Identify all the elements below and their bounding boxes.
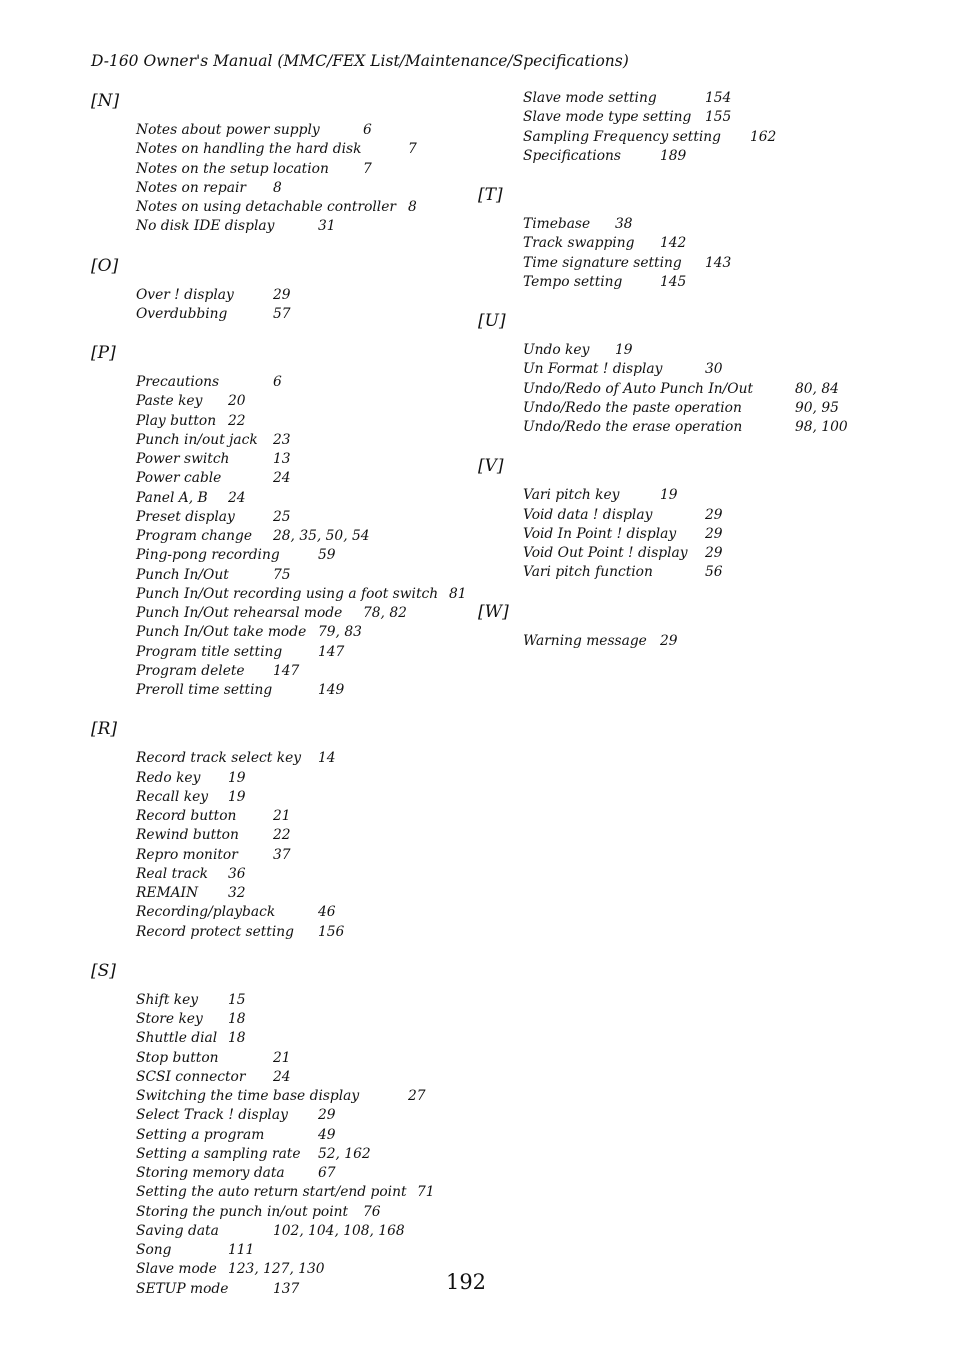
index-entry	[523, 254, 898, 273]
index-page-ref: 21	[273, 808, 291, 824]
index-page-ref: 145	[660, 273, 687, 290]
index-entry	[136, 1222, 491, 1241]
index-term: Slave mode	[136, 1261, 217, 1278]
index-term: Shift key	[136, 991, 199, 1008]
index-page-ref: 80, 84	[795, 380, 839, 397]
index-term: REMAIN	[136, 885, 199, 901]
index-page-ref: 15	[228, 991, 246, 1008]
index-page-ref: 32	[228, 885, 246, 901]
index-page-ref: 29	[705, 545, 723, 561]
index-term: Program delete	[136, 662, 245, 679]
index-term: Panel A, B	[136, 489, 208, 506]
index-term: Time signature setting	[523, 254, 682, 271]
index-term: Song	[136, 1242, 172, 1258]
index-page-ref: 98, 100	[795, 419, 848, 435]
index-page-ref: 38	[615, 216, 633, 232]
index-page-ref: 76	[363, 1203, 381, 1220]
section-letter: [T]	[478, 185, 503, 205]
index-page-ref: 24	[228, 489, 246, 506]
index-term: Void data ! display	[523, 506, 653, 523]
index-page-ref: 162	[750, 128, 777, 145]
index-entry-list	[91, 373, 491, 700]
index-entry	[136, 121, 491, 140]
index-entry	[136, 566, 491, 585]
index-term: Notes about power supply	[136, 122, 320, 138]
index-term: Record track select key	[136, 750, 302, 767]
index-page-ref: 156	[318, 923, 345, 940]
index-section	[91, 718, 491, 942]
index-page-ref: 14	[318, 750, 336, 767]
index-term: SCSI connector	[136, 1068, 246, 1085]
index-page-ref: 79, 83	[318, 624, 362, 641]
index-entry	[136, 846, 491, 865]
index-entry	[136, 1010, 491, 1029]
index-term: Setting a sampling rate	[136, 1145, 301, 1162]
index-entry-list	[91, 286, 491, 325]
index-entry	[136, 179, 491, 198]
section-letter: [N]	[91, 91, 120, 111]
index-entry	[136, 140, 491, 159]
index-page-ref: 6	[273, 374, 282, 390]
page-number: 192	[445, 1270, 487, 1294]
index-entry	[523, 632, 898, 651]
index-term: Real track	[136, 865, 209, 882]
index-entry	[136, 826, 491, 845]
index-page-ref: 20	[228, 393, 246, 410]
index-entry	[523, 215, 898, 234]
index-term: Specifications	[523, 147, 621, 164]
index-entry	[523, 399, 898, 418]
index-entry	[136, 991, 491, 1010]
index-term: Power cable	[136, 470, 222, 487]
index-term: Storing the punch in/out point	[136, 1203, 349, 1220]
index-term: Preset display	[136, 508, 235, 525]
index-term: Undo/Redo the erase operation	[523, 419, 743, 435]
index-page-ref: 6	[363, 122, 372, 138]
index-term: Tempo setting	[523, 273, 623, 290]
index-page-ref: 52, 162	[318, 1145, 371, 1162]
index-entry-list	[478, 341, 898, 437]
index-entry-list	[478, 215, 898, 292]
index-page-ref: 142	[660, 235, 687, 252]
index-term: Repro monitor	[136, 846, 238, 863]
index-term: Recording/playback	[136, 904, 276, 921]
index-entry-list	[91, 121, 491, 237]
index-term: Warning message	[523, 632, 647, 649]
index-term: Switching the time base display	[136, 1088, 360, 1104]
index-section	[478, 89, 898, 166]
index-entry	[136, 662, 491, 681]
index-entry	[136, 1241, 491, 1260]
index-term: Slave mode type setting	[523, 109, 692, 126]
index-entry	[136, 623, 491, 642]
index-term: Saving data	[136, 1222, 219, 1239]
index-term: Punch In/Out take mode	[136, 624, 307, 641]
index-page-ref: 30	[705, 361, 723, 378]
index-term: Un Format ! display	[523, 361, 663, 378]
index-term: Precautions	[136, 374, 220, 390]
section-letter: [W]	[478, 601, 509, 622]
index-term: Recall key	[136, 788, 209, 805]
index-page-ref: 29	[660, 632, 678, 649]
index-page-ref: 7	[408, 141, 417, 158]
index-entry	[523, 360, 898, 379]
index-page-ref: 37	[273, 846, 291, 863]
index-entry	[136, 1087, 491, 1106]
index-page-ref: 23	[273, 431, 291, 448]
index-term: Punch in/out jack	[136, 431, 258, 448]
index-term: Rewind button	[136, 827, 239, 844]
index-entry	[136, 305, 491, 324]
index-page-ref: 29	[705, 525, 723, 542]
index-page-ref: 189	[660, 147, 687, 164]
index-entry-list	[478, 89, 898, 166]
index-entry	[136, 903, 491, 922]
index-entry	[136, 1029, 491, 1048]
index-entry-list	[478, 486, 898, 582]
index-page-ref: 19	[228, 769, 246, 786]
index-page-ref: 78, 82	[363, 605, 407, 621]
index-section	[478, 310, 898, 437]
index-page-ref: 27	[408, 1088, 426, 1104]
index-page-ref: 22	[228, 412, 246, 429]
index-term: Notes on repair	[136, 179, 246, 196]
index-entry-list	[91, 749, 491, 942]
index-page-ref: 147	[318, 643, 345, 660]
index-entry	[136, 1164, 491, 1183]
index-page-ref: 24	[273, 1068, 291, 1085]
index-term: Store key	[136, 1011, 203, 1027]
index-page-ref: 18	[228, 1011, 246, 1027]
index-term: Play button	[136, 412, 217, 429]
index-page-ref: 57	[273, 305, 291, 322]
index-entry	[523, 506, 898, 525]
section-letter: [S]	[91, 960, 116, 981]
index-term: Undo/Redo the paste operation	[523, 399, 742, 416]
index-page-ref: 19	[615, 342, 633, 358]
index-page-ref: 29	[318, 1107, 336, 1124]
index-term: Stop button	[136, 1049, 219, 1066]
index-entry	[136, 884, 491, 903]
index-entry	[136, 469, 491, 488]
index-entry	[136, 1049, 491, 1068]
index-entry	[136, 807, 491, 826]
index-term: Paste key	[136, 393, 203, 410]
index-term: Undo/Redo of Auto Punch In/Out	[523, 380, 754, 397]
index-term: Slave mode setting	[523, 90, 657, 106]
index-entry	[136, 1145, 491, 1164]
index-entry	[136, 489, 491, 508]
index-term: Record button	[136, 808, 237, 824]
index-entry	[523, 418, 898, 437]
section-letter: [V]	[478, 456, 504, 477]
index-column-left	[91, 90, 491, 1299]
index-section	[91, 960, 491, 1299]
index-term: Select Track ! display	[136, 1107, 288, 1124]
index-page-ref: 31	[318, 218, 336, 235]
index-term: Ping-pong recording	[136, 547, 280, 564]
index-page-ref: 49	[318, 1126, 336, 1143]
index-entry	[136, 604, 491, 623]
index-entry	[136, 508, 491, 527]
index-term: Program title setting	[136, 643, 283, 660]
index-section	[478, 601, 898, 651]
index-page-ref: 71	[417, 1184, 435, 1201]
index-column-right	[478, 89, 898, 651]
index-entry-list	[478, 632, 898, 651]
index-term: Shuttle dial	[136, 1030, 218, 1047]
index-entry	[523, 234, 898, 253]
index-page-ref: 19	[228, 788, 246, 805]
index-page-ref: 29	[273, 286, 291, 303]
index-page-ref: 46	[318, 904, 336, 921]
index-entry	[136, 412, 491, 431]
index-section	[91, 90, 491, 237]
index-page-ref: 13	[273, 451, 291, 467]
section-letter: [P]	[91, 343, 116, 363]
index-page-ref: 90, 95	[795, 399, 839, 416]
index-entry	[523, 341, 898, 360]
index-entry	[523, 563, 898, 582]
index-page-ref: 8	[408, 199, 417, 215]
index-section	[478, 455, 898, 582]
index-page-ref: 155	[705, 109, 732, 126]
index-entry	[136, 681, 491, 700]
index-entry	[136, 643, 491, 662]
index-page-ref: 19	[660, 487, 678, 504]
index-page-ref: 7	[363, 160, 372, 177]
index-term: Setting a program	[136, 1126, 265, 1143]
index-term: Program change	[136, 528, 253, 544]
index-page-ref: 111	[228, 1242, 255, 1258]
index-entry	[523, 273, 898, 292]
index-entry	[523, 89, 898, 108]
index-term: Void Out Point ! display	[523, 545, 688, 561]
index-page-ref: 137	[273, 1280, 300, 1297]
index-term: SETUP mode	[136, 1280, 229, 1297]
index-entry	[136, 286, 491, 305]
index-term: Storing memory data	[136, 1165, 285, 1181]
index-entry-list	[91, 991, 491, 1299]
index-term: Notes on the setup location	[136, 160, 329, 177]
index-page-ref: 149	[318, 682, 345, 698]
index-entry	[523, 128, 898, 147]
index-term: Notes on using detachable controller	[136, 199, 396, 215]
index-entry	[136, 1106, 491, 1125]
index-term: No disk IDE display	[136, 218, 275, 235]
index-entry	[523, 544, 898, 563]
index-term: Overdubbing	[136, 305, 228, 322]
index-page-ref: 143	[705, 254, 732, 271]
index-term: Redo key	[136, 769, 201, 786]
index-section	[91, 255, 491, 325]
index-entry	[523, 147, 898, 166]
index-term: Record protect setting	[136, 923, 294, 940]
index-term: Punch In/Out rehearsal mode	[136, 605, 343, 621]
index-entry	[136, 392, 491, 411]
index-term: Setting the auto return start/end point	[136, 1184, 407, 1201]
index-entry	[136, 923, 491, 942]
index-entry	[136, 450, 491, 469]
index-term: Void In Point ! display	[523, 525, 677, 542]
index-entry	[136, 198, 491, 217]
index-section	[91, 342, 491, 700]
index-entry	[523, 525, 898, 544]
index-entry	[523, 108, 898, 127]
index-term: Power switch	[136, 451, 230, 467]
index-term: Preroll time setting	[136, 682, 273, 698]
index-entry	[136, 1203, 491, 1222]
index-page-ref: 8	[273, 179, 282, 196]
index-page-ref: 123, 127, 130	[228, 1261, 325, 1278]
index-page-ref: 67	[318, 1165, 336, 1181]
index-page-ref: 56	[705, 564, 723, 581]
index-entry	[523, 486, 898, 505]
index-term: Vari pitch key	[523, 487, 620, 504]
index-page-ref: 81	[449, 585, 467, 602]
index-entry	[136, 431, 491, 450]
index-page-ref: 18	[228, 1030, 246, 1047]
index-section	[478, 184, 898, 292]
index-term: Punch In/Out	[136, 566, 229, 583]
index-entry	[136, 546, 491, 565]
index-page-ref: 154	[705, 90, 732, 106]
index-entry	[136, 769, 491, 788]
index-entry	[136, 373, 491, 392]
index-term: Track swapping	[523, 235, 635, 252]
index-page-ref: 29	[705, 506, 723, 523]
section-letter: [U]	[478, 311, 506, 331]
index-entry	[523, 380, 898, 399]
index-term: Sampling Frequency setting	[523, 128, 721, 145]
section-letter: [R]	[91, 719, 118, 740]
index-term: Punch In/Out recording using a foot switch	[136, 585, 439, 602]
index-entry	[136, 160, 491, 179]
document-header: D-160 Owner's Manual (MMC/FEX List/Maintenance/Specifications)	[91, 52, 629, 70]
index-page-ref: 102, 104, 108, 168	[273, 1222, 405, 1239]
index-page-ref: 147	[273, 662, 300, 679]
index-entry	[136, 1183, 491, 1202]
index-page-ref: 21	[273, 1049, 291, 1066]
index-term: Undo key	[523, 342, 590, 358]
index-entry	[136, 217, 491, 236]
index-entry	[136, 527, 491, 546]
index-page-ref: 25	[273, 508, 291, 525]
index-page-ref: 24	[273, 470, 291, 487]
index-page-ref: 36	[228, 865, 246, 882]
index-page-ref: 59	[318, 547, 336, 564]
index-term: Timebase	[523, 216, 591, 232]
index-entry	[136, 1126, 491, 1145]
index-term: Notes on handling the hard disk	[136, 141, 362, 158]
index-page-ref: 22	[273, 827, 291, 844]
index-term: Over ! display	[136, 286, 234, 303]
index-term: Vari pitch function	[523, 564, 653, 581]
index-page-ref: 28, 35, 50, 54	[273, 528, 370, 544]
index-entry	[136, 585, 491, 604]
index-entry	[136, 788, 491, 807]
index-entry	[136, 1068, 491, 1087]
index-entry	[136, 865, 491, 884]
index-entry	[136, 749, 491, 768]
index-page-ref: 75	[273, 566, 291, 583]
section-letter: [O]	[91, 255, 119, 276]
